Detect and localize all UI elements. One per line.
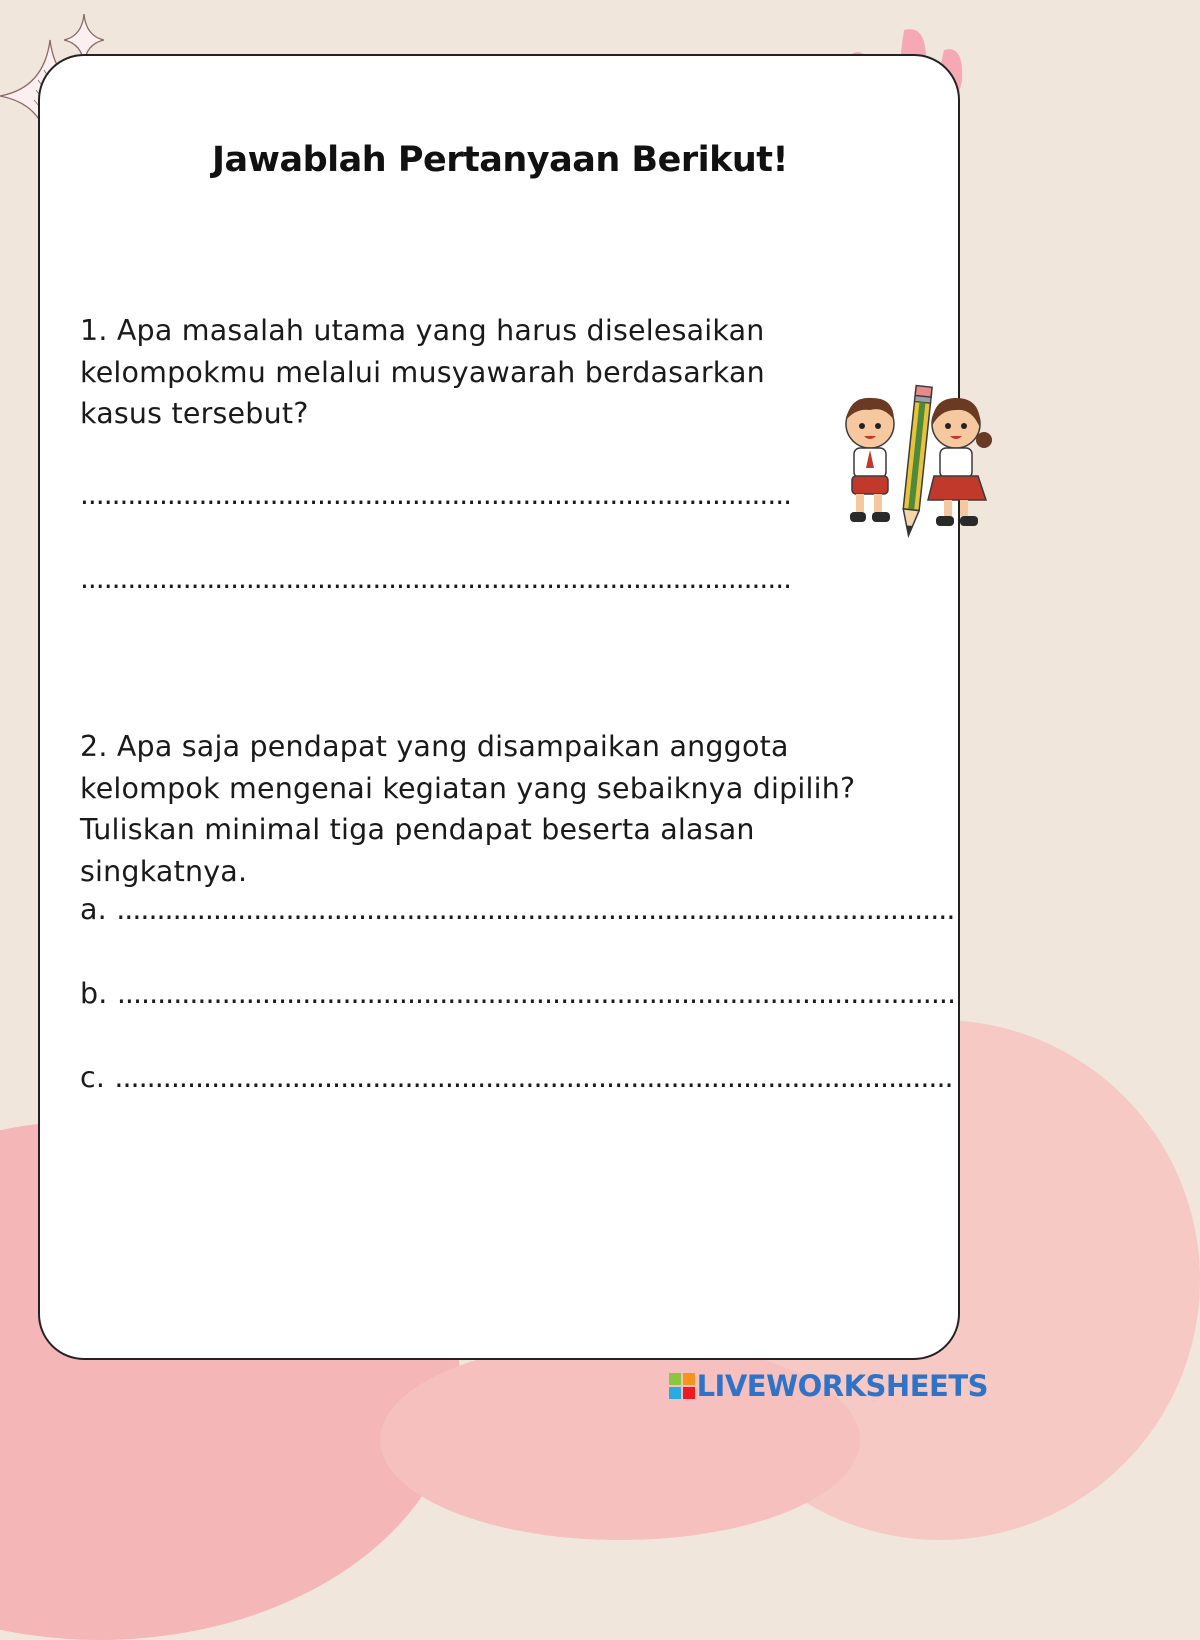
question-2-text: 2. Apa saja pendapat yang disampaikan anggota kelompok mengenai kegiatan yang sebaiknya dipilih? Tuliskan minimal tiga pendapat beserta alasan singkatnya. — [80, 730, 856, 888]
answer-label: a. — [80, 893, 107, 926]
worksheet-card — [38, 54, 960, 1360]
answer-dots[interactable]: ........................................................................................................ — [116, 977, 955, 1010]
question-2-answer-a[interactable] — [80, 893, 955, 926]
kids-with-pencil-illustration — [836, 384, 1000, 544]
question-1-answer-line-1[interactable]: .......................................................................................... — [80, 478, 792, 511]
answer-label: b. — [80, 977, 108, 1010]
question-2-answer-b[interactable] — [80, 977, 955, 1010]
answer-dots[interactable]: ........................................................................................................ — [116, 893, 955, 926]
liveworksheets-brand-name: LIVEWORKSHEETS — [696, 1369, 988, 1403]
worksheet-title: Jawablah Pertanyaan Berikut! — [212, 140, 788, 180]
answer-label: c. — [80, 1061, 106, 1094]
liveworksheets-brand — [669, 1366, 988, 1406]
answer-dots[interactable]: ........................................................................................................ — [114, 1061, 953, 1094]
question-1-text: 1. Apa masalah utama yang harus diselesaikan kelompokmu melalui musyawarah berdasarkan kasus tersebut? — [80, 314, 765, 430]
liveworksheets-logo-icon — [669, 1373, 695, 1399]
question-2-answer-c[interactable] — [80, 1061, 953, 1094]
question-1-answer-line-2[interactable]: .......................................................................................... — [80, 562, 792, 595]
